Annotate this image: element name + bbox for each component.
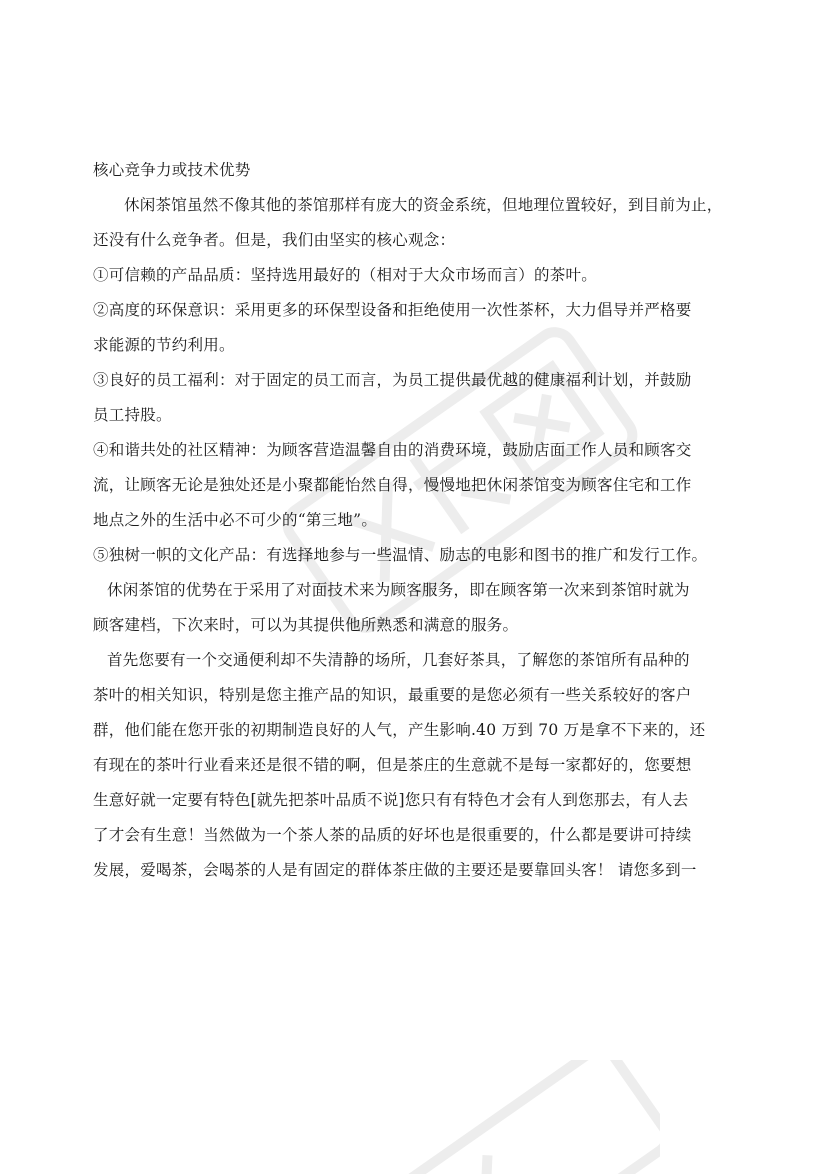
text-line: 首先您要有一个交通便利却不失清静的场所，几套好茶具，了解您的茶馆所有品种的	[107, 651, 690, 669]
text-line: 有现在的茶叶行业看来还是很不错的啊，但是茶庄的生意就不是每一家都好的，您要想	[93, 756, 692, 774]
text-line: ⑤独树一帜的文化产品：有选择地参与一些温情、励志的电影和图书的推广和发行工作。	[93, 546, 708, 564]
text-line: 求能源的节约利用。	[93, 336, 235, 354]
text-line: 群，他们能在您开张的初期制造良好的人气，产生影响.40 万到 70 万是拿不下来的，还	[93, 721, 706, 739]
text-line: ③良好的员工福利：对于固定的员工而言，为员工提供最优越的健康福利计划，并鼓励	[93, 371, 692, 389]
text-line: 休闲茶馆的优势在于采用了对面技术来为顾客服务，即在顾客第一次来到茶馆时就为	[107, 581, 690, 599]
watermark-fragment-icon	[360, 1060, 660, 1174]
text-line: 还没有什么竞争者。但是，我们由坚实的核心观念：	[93, 231, 456, 249]
document-body	[93, 156, 739, 891]
text-line: 地点之外的生活中必不可少的“第三地”。	[93, 511, 378, 529]
text-line: 休闲茶馆虽然不像其他的茶馆那样有庞大的资金系统，但地理位置较好，到目前为止，	[124, 196, 723, 214]
text-line: 员工持股。	[93, 406, 172, 424]
text-line: 流，让顾客无论是独处还是小聚都能怡然自得，慢慢地把休闲茶馆变为顾客住宅和工作	[93, 476, 692, 494]
text-line: 茶叶的相关知识，特别是您主推产品的知识，最重要的是您必须有一些关系较好的客户	[93, 686, 692, 704]
text-line: ①可信赖的产品品质：坚持选用最好的（相对于大众市场而言）的茶叶。	[93, 266, 598, 284]
text-line: ②高度的环保意识：采用更多的环保型设备和拒绝使用一次性茶杯，大力倡导并严格要	[93, 301, 692, 319]
text-line: 生意好就一定要有特色[就先把茶叶品质不说]您只有有特色才会有人到您那去，有人去	[93, 791, 689, 809]
section-heading: 核心竞争力或技术优势	[93, 161, 251, 179]
text-line: 发展，爱喝茶，会喝茶的人是有固定的群体茶庄做的主要还是要靠回头客！ 请您多到一	[93, 861, 697, 879]
text-line: 顾客建档，下次来时，可以为其提供他所熟悉和满意的服务。	[93, 616, 519, 634]
text-line: 了才会有生意！当然做为一个茶人茶的品质的好坏也是很重要的，什么都是要讲可持续	[93, 826, 692, 844]
text-line: ④和谐共处的社区精神：为顾客营造温馨自由的消费环境，鼓励店面工作人员和顾客交	[93, 441, 692, 459]
